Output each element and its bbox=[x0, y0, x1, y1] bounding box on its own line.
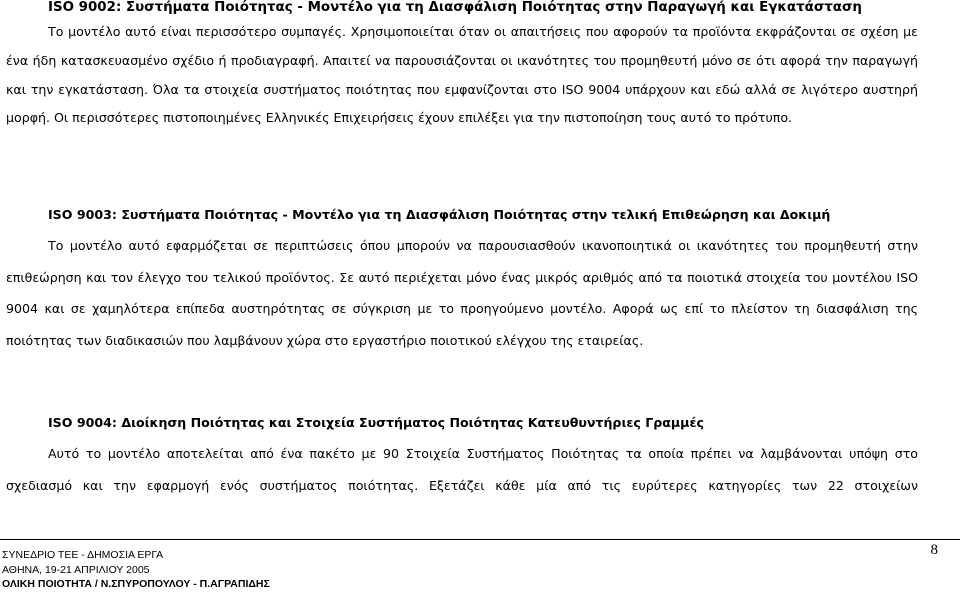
section-heading: ISO 9002: Συστήματα Ποιότητας - Μοντέλο για τη Διασφάλιση Ποιότητας στην Παραγωγή και Εγκατάσταση bbox=[48, 0, 862, 15]
section-body: Το μοντέλο αυτό είναι περισσότερο συμπαγές. Χρησιμοποιείται όταν οι απαιτήσεις που αφορούν τα προϊόντα εκφράζονται σε σχέση με ένα ήδη κατασκευασμένο σχέδιο ή προδιαγραφή. Απαιτεί να παρουσιάζονται οι ικανότητες του προμηθευτή μόνο σε ότι αφορά την παραγωγή και την εγκατάσταση. Όλα τα στοιχεία συστήματος ποιότητας που εμφανίζονται στο ISO 9004 υπάρχουν και εδώ αλλά σε λιγότερο αυστηρή μορφή. Οι περισσότερες πιστοποιημένες Ελληνικές Επιχειρήσεις έχουν επιλέξει για την πιστοποίηση τους αυτό το πρότυπο. bbox=[6, 24, 918, 126]
section-iso-9003 bbox=[6, 200, 918, 356]
page-footer bbox=[2, 548, 270, 592]
footer-divider bbox=[0, 539, 960, 540]
footer-location-date: ΑΘΗΝΑ, 19-21 ΑΠΡΙΛΙΟΥ 2005 bbox=[2, 563, 150, 576]
page-number: 8 bbox=[930, 542, 938, 558]
section-body: Το μοντέλο αυτό εφαρμόζεται σε περιπτώσεις όπου μπορούν να παρουσιασθούν ικανοποιητικά οι ικανότητες του προμηθευτή στην επιθεώρηση και τον έλεγχο του τελικού προϊόντος. Σε αυτό περιέχεται μόνο ένας μικρός αριθμός από τα ποιοτικά στοιχεία του μοντέλου ISO 9004 και σε χαμηλότερα επίπεδα αυστηρότητας σε σύγκριση με το προηγούμενο μοντέλο. Αφορά ως επί το πλείστον τη διασφάλιση της ποιότητας των διαδικασιών που λαμβάνουν χώρα στο εργαστήριο ποιοτικού ελέγχου της εταιρείας. bbox=[6, 238, 918, 348]
footer-authors: ΟΛΙΚΗ ΠΟΙΟΤΗΤΑ / Ν.ΣΠΥΡΟΠΟΥΛΟΥ - Π.ΑΓΡΑΠΙΔΗΣ bbox=[2, 578, 270, 590]
section-heading: ISO 9003: Συστήματα Ποιότητας - Μοντέλο για τη Διασφάλιση Ποιότητας στην τελική Επιθεώρηση και Δοκιμή bbox=[48, 207, 831, 222]
section-heading: ISO 9004: Διοίκηση Ποιότητας και Στοιχεία Συστήματος Ποιότητας Κατευθυντήριες Γραμμές bbox=[48, 415, 704, 430]
section-iso-9004 bbox=[6, 408, 918, 501]
section-body: Αυτό το μοντέλο αποτελείται από ένα πακέτο με 90 Στοιχεία Συστήματος Ποιότητας τα οποία πρέπει να λαμβάνονται υπόψη στο σχεδιασμό και την εφαρμογή ενός συστήματος ποιότητας. Εξετάζει κάθε μία από τις ευρύτερες κατηγορίες των 22 στοιχείων bbox=[6, 446, 918, 493]
footer-conference: ΣΥΝΕΔΡΙΟ ΤΕΕ - ΔΗΜΟΣΙΑ ΕΡΓΑ bbox=[2, 549, 164, 561]
section-iso-9002 bbox=[6, 0, 918, 133]
